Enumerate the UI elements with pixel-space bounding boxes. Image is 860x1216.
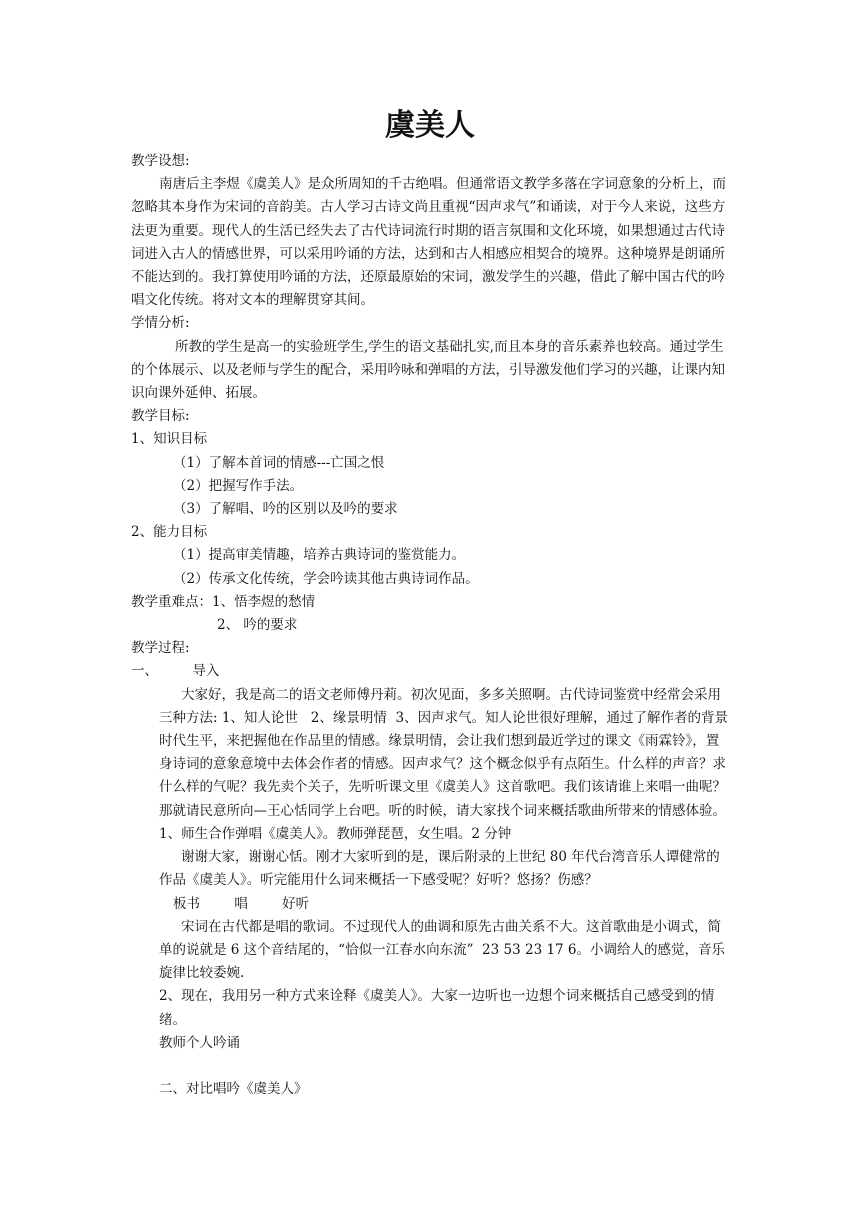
- design-heading: 教学设想:: [131, 153, 190, 169]
- students-heading: 学情分析:: [131, 315, 190, 332]
- spacer: [131, 1055, 731, 1078]
- activity-1-paragraph: 谢谢大家，谢谢心恬。刚才大家听到的是，课后附录的上世纪 80 年代台湾音乐人谭健常的作品《虞美人》。听完能用什么词来概括一下感受呢？好听？悠扬？伤感？: [159, 849, 720, 889]
- knowledge-goal-item: （1）了解本首词的情感---亡国之恨: [173, 454, 385, 471]
- knowledge-goal-item: （3）了解唱、吟的区别以及吟的要求: [173, 501, 398, 518]
- page-title: 虞美人: [385, 108, 475, 143]
- song-paragraph: 宋词在古代都是唱的歌词。不过现代人的曲调和原先古曲关系不大。这首歌曲是小调式，简单的说就是 6 这个音结尾的，“恰似一江春水向东流” 23 53 23 17 6。小调给人的感觉，音乐旋律比较委婉.: [159, 918, 726, 982]
- ability-goal-item: （2）传承文化传统，学会吟读其他古典诗词作品。: [173, 570, 479, 587]
- activity-1: 1、师生合作弹唱《虞美人》。教师弹琵琶，女生唱。2 分钟: [159, 825, 512, 842]
- ability-goal-item: （1）提高审美情趣，培养古典诗词的鉴赏能力。: [173, 547, 466, 564]
- knowledge-goal-heading: 1、知识目标: [131, 431, 208, 448]
- step-1-paragraph: 大家好，我是高二的语文老师傅丹莉。初次见面，多多关照啊。古代诗词鉴赏中经常会采用三种方法: 1、知人论世 2、缘景明情 3、因声求气。知人论世很好理解，通过了解作者的背景时代生平，来把握他在作品里的情感。缘景明情，会让我们想到最近学过的课文《雨霖铃》，置身诗词的意象意境中去体会作者的情感。因声求气？这个概念似乎有点陌生。什么样的声音？求什么样的气呢？我先卖个关子，先听听课文里《虞美人》这首歌吧。我们该请谁上来唱一曲呢？那就请民意所向—王心恬同学上台吧。听的时候，请大家找个词来概括歌曲所带来的情感体验。: [159, 686, 729, 819]
- process-heading: 教学过程:: [131, 640, 190, 657]
- design-paragraph: 南唐后主李煜《虞美人》是众所周知的千古绝唱。但通常语文教学多落在字词意象的分析上，而忽略其本身作为宋词的音韵美。古人学习古诗文尚且重视“因声求气”和诵读，对于今人来说，这些方法更为重要。现代人的生活已经失去了古代诗词流行时期的语言氛围和文化环境，如果想通过古代诗词进入古人的情感世界，可以采用吟诵的方法，达到和古人相感应相契合的境界。这种境界是朗诵所不能达到的。我打算使用吟诵的方法，还原最原始的宋词，激发学生的兴趣，借此了解中国古代的吟唱文化传统。将对文本的理解贯穿其间。: [131, 176, 726, 309]
- recite-line: 教师个人吟诵: [159, 1034, 240, 1051]
- step-2-heading: 二、对比唱吟《虞美人》: [159, 1080, 308, 1097]
- goals-heading: 教学目标:: [131, 408, 190, 425]
- knowledge-goal-item: （2）把握写作手法。: [173, 477, 304, 494]
- key-points-line-2: 2、 吟的要求: [217, 617, 298, 634]
- students-paragraph: 所教的学生是高一的实验班学生,学生的语文基础扎实,而且本身的音乐素养也较高。通过学生的个体展示、以及老师与学生的配合，采用吟咏和弹唱的方法，引导激发他们学习的兴趣，让课内知识向课外延伸、拓展。: [131, 338, 725, 402]
- board-line: 板书 唱 好听: [173, 895, 310, 912]
- step-1-heading: 一、 导入: [131, 663, 220, 680]
- activity-2-paragraph: 2、现在，我用另一种方式来诠释《虞美人》。大家一边听也一边想个词来概括自己感受到的情绪。: [159, 988, 715, 1028]
- key-points-line: 教学重难点：1、悟李煜的愁情: [131, 593, 316, 610]
- document-body: [131, 150, 731, 1101]
- ability-goal-heading: 2、能力目标: [131, 524, 208, 541]
